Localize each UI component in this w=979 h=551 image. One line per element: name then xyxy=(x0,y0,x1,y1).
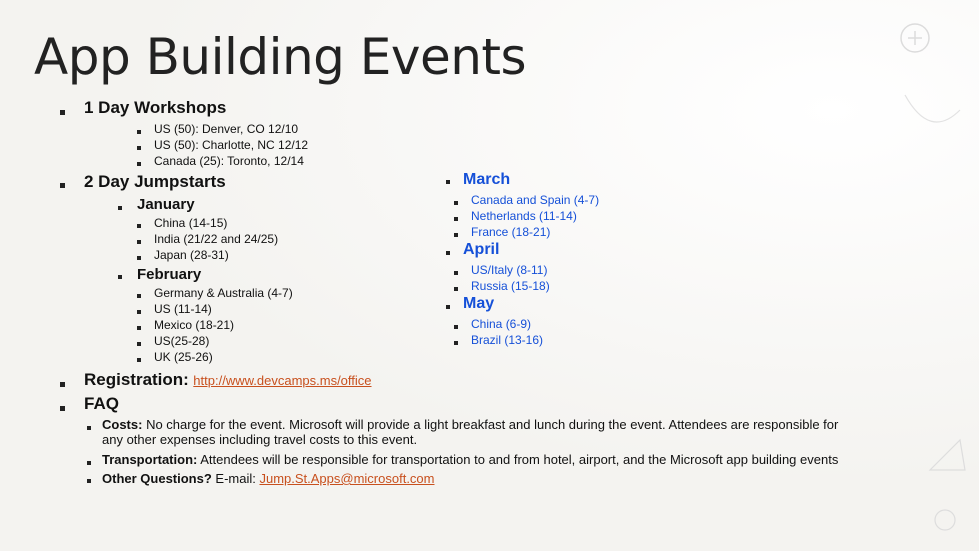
registration-row xyxy=(84,370,372,390)
april-item: US/Italy (8-11) xyxy=(471,263,548,277)
april-item: Russia (15-18) xyxy=(471,279,550,293)
bullet-icon xyxy=(60,110,65,115)
bullet-icon xyxy=(87,426,91,430)
faq-costs-continued: any other expenses including travel costs to this event. xyxy=(102,432,418,447)
bullet-icon xyxy=(446,180,450,184)
february-item: US(25-28) xyxy=(154,334,210,348)
february-item: UK (25-26) xyxy=(154,350,213,364)
bullet-icon xyxy=(137,342,141,346)
email-link[interactable]: Jump.St.Apps@microsoft.com xyxy=(259,471,435,486)
month-may: May xyxy=(463,295,495,312)
transport-label: Transportation: xyxy=(102,452,198,467)
bullet-icon xyxy=(137,224,141,228)
bullet-icon xyxy=(118,206,122,210)
jumpstarts-heading: 2 Day Jumpstarts xyxy=(84,172,226,191)
month-march: March xyxy=(463,171,511,188)
page-title: App Building Events xyxy=(34,28,527,86)
january-item: India (21/22 and 24/25) xyxy=(154,232,279,246)
faq-other xyxy=(102,471,435,486)
other-label: Other Questions? xyxy=(102,471,212,486)
costs-label: Costs: xyxy=(102,417,143,432)
bullet-icon xyxy=(454,201,458,205)
bullet-icon xyxy=(137,130,141,134)
workshops-heading: 1 Day Workshops xyxy=(84,98,227,117)
bullet-icon xyxy=(137,162,141,166)
march-item: France (18-21) xyxy=(471,225,551,239)
bullet-icon xyxy=(60,183,65,188)
february-item: Mexico (18-21) xyxy=(154,318,235,332)
bullet-icon xyxy=(454,287,458,291)
bullet-icon xyxy=(137,256,141,260)
bullet-icon xyxy=(118,275,122,279)
february-item: US (11-14) xyxy=(154,302,212,316)
bullet-icon xyxy=(454,233,458,237)
january-item: China (14-15) xyxy=(154,216,228,230)
registration-label: Registration: xyxy=(84,370,189,389)
bullet-icon xyxy=(87,479,91,483)
bullet-icon xyxy=(60,406,65,411)
month-january: January xyxy=(137,196,195,213)
other-text: E-mail: xyxy=(211,471,260,486)
may-item: Brazil (13-16) xyxy=(471,333,544,347)
march-item: Canada and Spain (4-7) xyxy=(471,193,600,207)
bullet-icon xyxy=(137,326,141,330)
january-item: Japan (28-31) xyxy=(154,248,229,262)
bullet-icon xyxy=(454,341,458,345)
bullet-icon xyxy=(137,240,141,244)
workshop-item: US (50): Charlotte, NC 12/12 xyxy=(154,138,309,152)
bullet-icon xyxy=(454,271,458,275)
bullet-icon xyxy=(60,382,65,387)
bullet-icon xyxy=(446,305,450,309)
bullet-icon xyxy=(446,251,450,255)
bullet-icon xyxy=(137,146,141,150)
bullet-icon xyxy=(454,325,458,329)
bullet-icon xyxy=(137,310,141,314)
faq-costs xyxy=(102,417,838,432)
bullet-icon xyxy=(137,358,141,362)
workshop-item: Canada (25): Toronto, 12/14 xyxy=(154,154,304,168)
bullet-icon xyxy=(137,294,141,298)
month-april: April xyxy=(463,241,500,258)
bullet-icon xyxy=(87,461,91,465)
faq-transportation xyxy=(102,452,838,467)
transport-text: Attendees will be responsible for transportation to and from hotel, airport, and the Microsoft app building events xyxy=(197,452,839,467)
month-february: February xyxy=(137,266,202,283)
may-item: China (6-9) xyxy=(471,317,532,331)
registration-link[interactable]: http://www.devcamps.ms/office xyxy=(193,373,372,388)
faq-heading: FAQ xyxy=(84,394,119,413)
costs-text: No charge for the event. Microsoft will provide a light breakfast and lunch during the event. Attendees are responsible for xyxy=(142,417,839,432)
march-item: Netherlands (11-14) xyxy=(471,209,577,223)
bullet-icon xyxy=(454,217,458,221)
february-item: Germany & Australia (4-7) xyxy=(154,286,293,300)
workshop-item: US (50): Denver, CO 12/10 xyxy=(154,122,299,136)
